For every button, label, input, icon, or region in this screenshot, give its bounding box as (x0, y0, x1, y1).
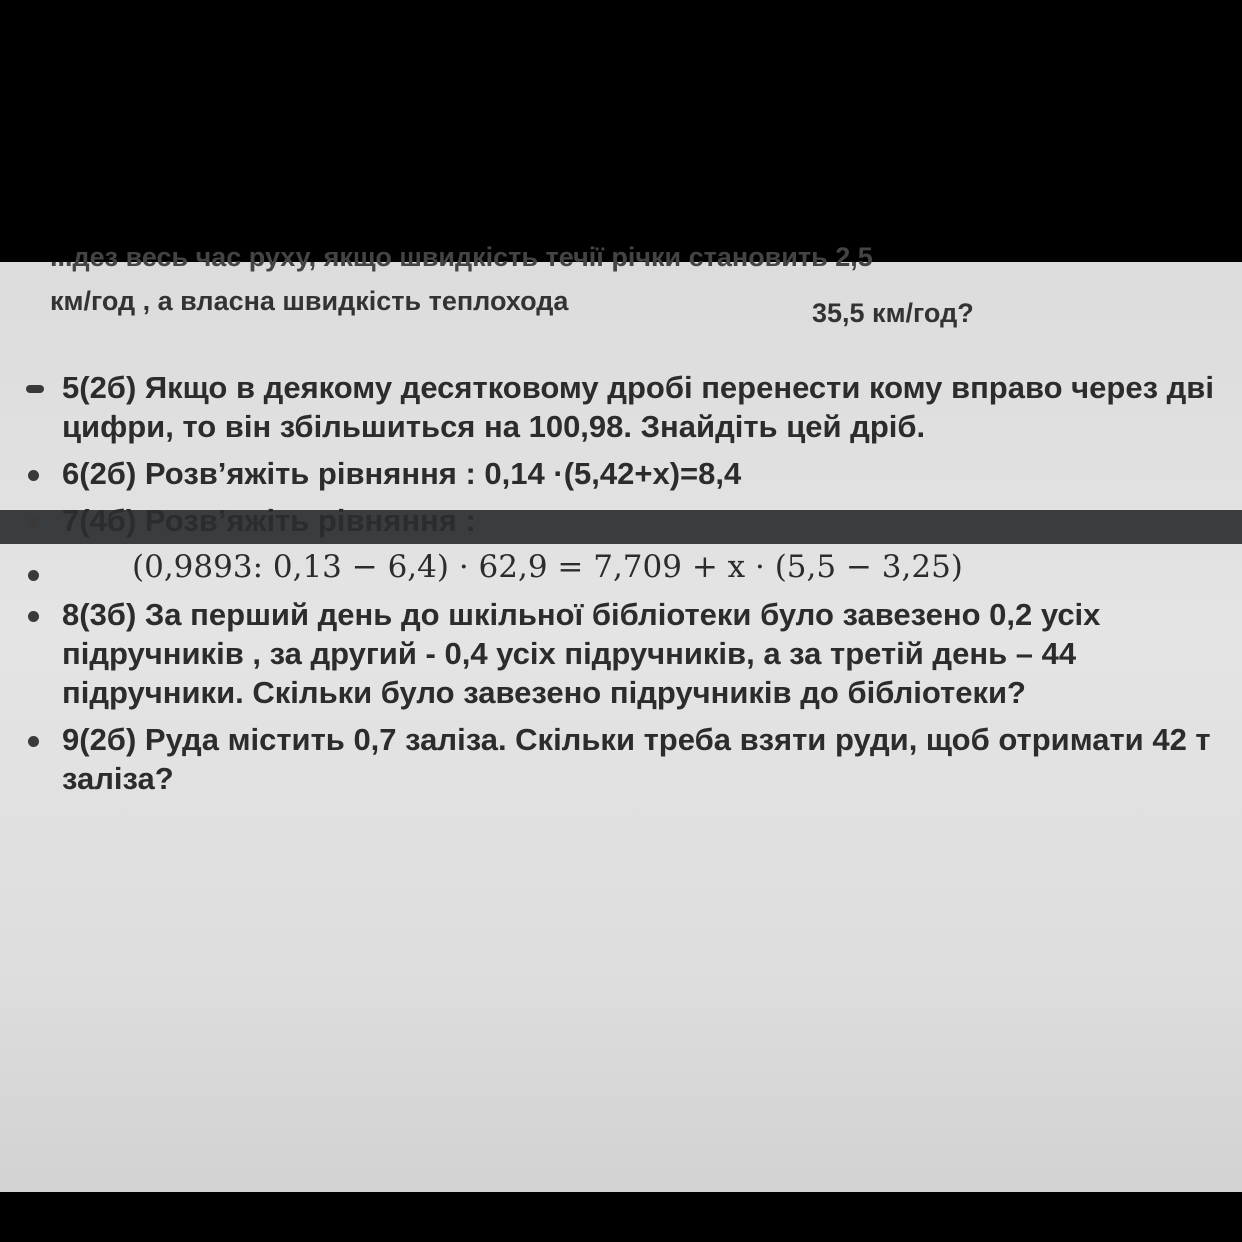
task-7-equation (26, 548, 1226, 587)
top-problem-line (50, 286, 974, 328)
task-6-text: 6(2б) Розв’яжіть рівняння : 0,14 ·(5,42+х)=8,4 (62, 456, 742, 491)
task-7 (26, 501, 1226, 540)
bullet-icon (28, 517, 39, 528)
bullet-icon (28, 570, 39, 581)
task-9-text: 9(2б) Руда містить 0,7 заліза. Скільки треба взяти руди, щоб отримати 42 т заліза? (62, 722, 1211, 796)
task-7-text: 7(4б) Розв’яжіть рівняння : (62, 503, 476, 538)
equation: (0,9893: 0,13 − 6,4) · 62,9 = 7,709 + x · (5,5 − 3,25) (132, 549, 963, 585)
bullet-icon (26, 385, 44, 393)
top-problem-left-text: км/год , а власна швидкість теплохода (50, 286, 569, 316)
bullet-icon (28, 611, 39, 622)
task-5 (26, 368, 1226, 446)
task-9 (26, 720, 1226, 798)
top-problem-cut-line: ...дез весь час руху, якщо швидкість течії річки становить 2,5 (50, 242, 873, 272)
bullet-icon (28, 736, 39, 747)
task-list (26, 368, 1226, 806)
task-8 (26, 595, 1226, 712)
task-6 (26, 454, 1226, 493)
bullet-icon (28, 470, 39, 481)
top-problem-right-text: 35,5 км/год? (812, 298, 974, 328)
task-5-text: 5(2б) Якщо в деякому десятковому дробі перенести кому вправо через дві цифри, то він збільшиться на 100,98. Знайдіть цей дріб. (62, 370, 1214, 444)
task-8-text: 8(3б) За перший день до шкільної бібліотеки було завезено 0,2 усіх підручників , за другий - 0,4 усіх підручників, а за третій день – 44 підручники. Скільки було завезено підручників до бібліотеки? (62, 597, 1101, 710)
